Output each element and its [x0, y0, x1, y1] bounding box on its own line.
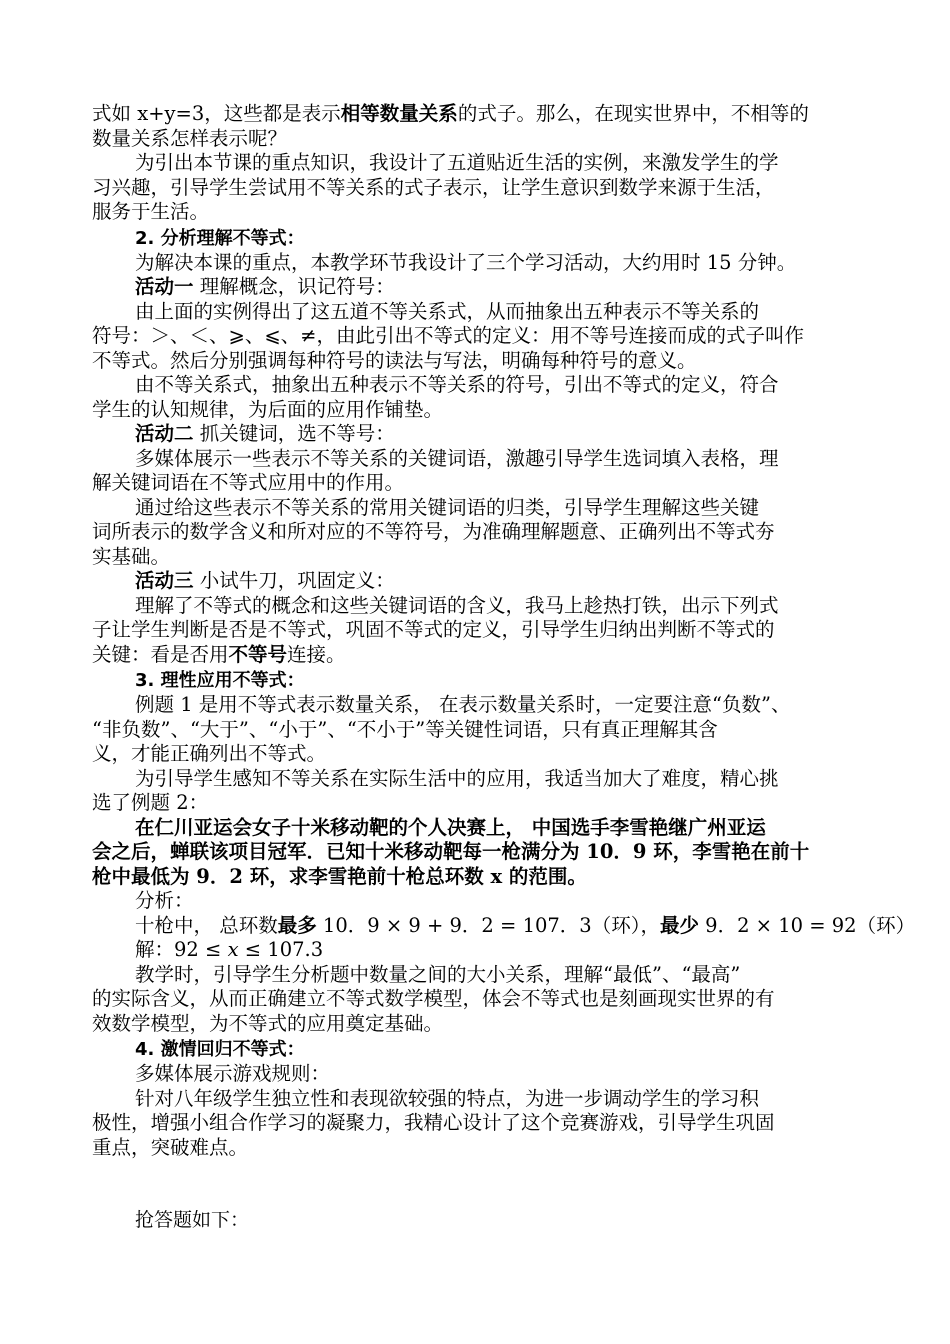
- paragraph-line: 效数学模型，为不等式的应用奠定基础。: [92, 1012, 444, 1035]
- paragraph-line: 多媒体展示游戏规则：: [135, 1062, 331, 1085]
- activity-title: [135, 421, 395, 447]
- section-heading: 4. 激情回归不等式：: [135, 1039, 305, 1060]
- paragraph-line: 通过给这些表示不等关系的常用关键词语的归类，引导学生理解这些关键: [135, 496, 760, 519]
- paragraph-line: 习兴趣，引导学生尝试用不等关系的式子表示，让学生意识到数学来源于生活，: [92, 176, 775, 199]
- text-run: 10．9 × 9 + 9．2 = 107．3（环），: [316, 914, 660, 937]
- paragraph-line: 极性，增强小组合作学习的凝聚力，我精心设计了这个竞赛游戏，引导学生巩固: [92, 1111, 775, 1134]
- paragraph-line: 符号：＞、＜、⩾、⩽、≠，由此引出不等式的定义：用不等号连接而成的式子叫作: [92, 324, 805, 347]
- text-run: 理解概念，识记符号：: [193, 275, 395, 298]
- paragraph-line: 实基础。: [92, 545, 171, 568]
- paragraph-line: 解关键词语在不等式应用中的作用。: [92, 471, 405, 494]
- text-run: 式如 x+y=3，这些都是表示: [92, 102, 341, 125]
- text-run: 十枪中， 总环数: [135, 914, 278, 937]
- bold-term: 不等号: [228, 643, 288, 666]
- paragraph-line: 例题 1 是用不等式表示数量关系， 在表示数量关系时，一定要注意“负数”、: [135, 693, 791, 716]
- paragraph-line: 为解决本课的重点，本教学环节我设计了三个学习活动，大约用时 15 分钟。: [135, 251, 797, 274]
- paragraph-line: 重点，突破难点。: [92, 1136, 249, 1159]
- paragraph-line: 词所表示的数学含义和所对应的不等符号，为准确理解题意、正确列出不等式夯: [92, 520, 775, 543]
- paragraph-line: 不等式。然后分别强调每种符号的读法与写法，明确每种符号的意义。: [92, 349, 697, 372]
- paragraph-line: 数量关系怎样表示呢？: [92, 127, 288, 150]
- subheading: 抢答题如下：: [135, 1209, 250, 1231]
- section-heading: 3. 理性应用不等式：: [135, 670, 305, 691]
- paragraph-line: 由不等关系式，抽象出五种表示不等关系的符号，引出不等式的定义，符合: [135, 373, 779, 396]
- paragraph-line: [92, 101, 809, 127]
- paragraph-line: 义，才能正确列出不等式。: [92, 742, 327, 765]
- activity-title: [135, 274, 395, 300]
- math-run: 92 ≤: [174, 938, 228, 961]
- analysis-label: 分析：: [135, 889, 194, 912]
- math-run: ≤ 107.3: [238, 938, 324, 961]
- bold-term: 最少: [659, 914, 699, 937]
- activity-title: [135, 568, 395, 594]
- example-problem-line: 在仁川亚运会女子十米移动靶的个人决赛上， 中国选手李雪艳继广州亚运: [135, 816, 766, 839]
- text-run: 关键：看是否用: [92, 643, 229, 666]
- analysis-line: [135, 913, 915, 939]
- bold-term: 最多: [277, 914, 317, 937]
- activity-label: 活动一: [135, 275, 194, 298]
- paragraph-line: 针对八年级学生独立性和表现欲较强的特点，为进一步调动学生的学习积: [135, 1087, 760, 1110]
- text-run: 9．2 × 10 = 92（环）: [698, 914, 916, 937]
- text-run: 抓关键词，选不等号：: [193, 422, 395, 445]
- text-run: 小试牛刀，巩固定义：: [193, 569, 395, 592]
- activity-label: 活动二: [135, 422, 194, 445]
- example-problem-line: 枪中最低为 9．2 环，求李雪艳前十枪总环数 x 的范围。: [92, 865, 587, 888]
- text-run: 连接。: [287, 643, 346, 666]
- paragraph-line: 服务于生活。: [92, 200, 210, 223]
- solution-line: [135, 937, 323, 963]
- paragraph-line: 子让学生判断是否是不等式，巩固不等式的定义，引导学生归纳出判断不等式的: [92, 618, 775, 641]
- paragraph-line: 学生的认知规律，为后面的应用作铺垫。: [92, 398, 444, 421]
- example-problem-line: 会之后，蝉联该项目冠军．已知十米移动靶每一枪满分为 10．9 环，李雪艳在前十: [92, 840, 810, 863]
- paragraph-line: 多媒体展示一些表示不等关系的关键词语，激趣引导学生选词填入表格，理: [135, 447, 779, 470]
- paragraph-line: 为引导学生感知不等关系在实际生活中的应用，我适当加大了难度，精心挑: [135, 767, 779, 790]
- paragraph-line: 为引出本节课的重点知识，我设计了五道贴近生活的实例，来激发学生的学: [135, 151, 779, 174]
- bold-term: 相等数量关系: [340, 102, 458, 125]
- section-heading: 2. 分析理解不等式：: [135, 228, 305, 249]
- activity-label: 活动三: [135, 569, 194, 592]
- paragraph-line: 理解了不等式的概念和这些关键词语的含义，我马上趁热打铁，出示下列式: [135, 594, 779, 617]
- paragraph-line: 由上面的实例得出了这五道不等关系式，从而抽象出五种表示不等关系的: [135, 300, 760, 323]
- paragraph-line: “非负数”、“大于”、“小于”、“不小于”等关键性词语，只有真正理解其含: [92, 718, 718, 741]
- text-run: 解：: [135, 938, 175, 961]
- math-variable: x: [227, 938, 239, 961]
- paragraph-line: 教学时，引导学生分析题中数量之间的大小关系，理解“最低”、“最高”: [135, 963, 741, 986]
- text-run: 的式子。那么，在现实世界中，不相等的: [457, 102, 809, 125]
- paragraph-line: [92, 642, 346, 668]
- paragraph-line: 的实际含义，从而正确建立不等式数学模型，体会不等式也是刻画现实世界的有: [92, 987, 775, 1010]
- paragraph-line: 选了例题 2：: [92, 791, 209, 814]
